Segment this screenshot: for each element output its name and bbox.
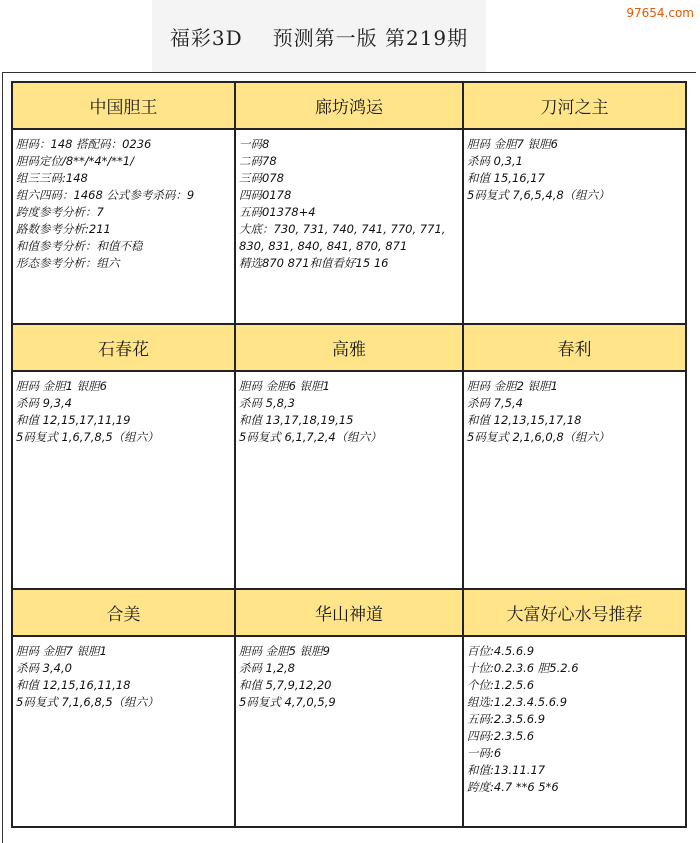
prediction-line: 形态参考分析：组六 [16,256,120,270]
expert-cell [464,590,685,826]
expert-name: 合美 [13,590,234,637]
prediction-line: 5码复式 1,6,7,8,5（组六） [16,430,159,444]
prediction-line: 胆码 金胆2 银胆1 [467,379,558,393]
prediction-line: 和值:13.11.17 [467,763,546,777]
prediction-line: 胆码：148 搭配码：0236 [16,137,152,151]
expert-cell [464,325,685,590]
prediction-line: 百位:4.5.6.9 [467,644,535,658]
prediction-line: 一码8 [239,137,270,151]
prediction-line: 二码78 [239,154,277,168]
prediction-line: 和值 12,15,16,11,18 [16,678,131,692]
prediction-line: 杀码 1,2,8 [239,661,295,675]
expert-predictions [464,372,685,450]
expert-predictions [13,130,234,276]
expert-name: 华山神道 [236,590,462,637]
prediction-line: 杀码 0,3,1 [467,154,523,168]
prediction-line: 胆码 金胆6 银胆1 [239,379,330,393]
prediction-line: 四码0178 [239,188,292,202]
prediction-line: 个位:1.2.5.6 [467,678,535,692]
expert-name: 高雅 [236,325,462,372]
title-lottery-name: 福彩3D [169,25,243,50]
expert-name: 刀河之主 [464,83,685,130]
expert-cell [13,83,236,325]
prediction-line: 路数参考分析:211 [16,222,111,236]
prediction-line: 胆码 金胆1 银胆6 [16,379,107,393]
page-title [152,0,486,72]
expert-cell [13,590,236,826]
expert-name: 大富好心水号推荐 [464,590,685,637]
prediction-line: 胆码 金胆5 银胆9 [239,644,330,658]
prediction-line: 跨度:4.7 **6 5*6 [467,780,559,794]
prediction-line: 大底：730, 731, 740, 741, 770, 771, [239,222,446,236]
prediction-line: 十位:0.2.3.6 胆5.2.6 [467,661,579,675]
expert-cell [236,83,464,325]
expert-cell [13,325,236,590]
prediction-line: 5码复式 6,1,7,2,4（组六） [239,430,382,444]
prediction-line: 三码078 [239,171,284,185]
expert-predictions [464,130,685,208]
prediction-line: 五码01378+4 [239,205,316,219]
prediction-line: 杀码 9,3,4 [16,396,72,410]
expert-cell [236,325,464,590]
expert-predictions [13,372,234,450]
prediction-line: 杀码 3,4,0 [16,661,72,675]
prediction-grid [11,81,687,828]
prediction-line: 一码:6 [467,746,502,760]
prediction-line: 830, 831, 840, 841, 870, 871 [239,239,408,253]
expert-name: 石春花 [13,325,234,372]
prediction-line: 四码:2.3.5.6 [467,729,535,743]
expert-predictions [236,130,462,276]
expert-predictions [13,637,234,715]
prediction-line: 和值 12,13,15,17,18 [467,413,582,427]
prediction-line: 胆码 金胆7 银胆1 [16,644,107,658]
expert-name: 春利 [464,325,685,372]
expert-predictions [464,637,685,800]
site-watermark: 97654.com [626,6,694,20]
expert-name: 中国胆王 [13,83,234,130]
title-issue: 预测第一版 第219期 [272,25,469,50]
prediction-line: 杀码 7,5,4 [467,396,523,410]
prediction-line: 5码复式 4,7,0,5,9 [239,695,336,709]
expert-name: 廊坊鸿运 [236,83,462,130]
expert-predictions [236,637,462,715]
prediction-line: 和值 12,15,17,11,19 [16,413,131,427]
prediction-line: 精选870 871和值看好15 16 [239,256,389,270]
prediction-line: 胆码定位/8**/*4*/**1/ [16,154,134,168]
prediction-line: 胆码 金胆7 银胆6 [467,137,558,151]
prediction-line: 5码复式 2,1,6,0,8（组六） [467,430,610,444]
prediction-line: 跨度参考分析：7 [16,205,104,219]
prediction-line: 五码:2.3.5.6.9 [467,712,546,726]
expert-cell [236,590,464,826]
prediction-line: 组三三码:148 [16,171,88,185]
prediction-line: 5码复式 7,1,6,8,5（组六） [16,695,159,709]
expert-cell [464,83,685,325]
prediction-line: 和值 15,16,17 [467,171,545,185]
prediction-line: 组六四码：1468 公式参考杀码：9 [16,188,195,202]
prediction-line: 组选:1.2.3.4.5.6.9 [467,695,568,709]
expert-predictions [236,372,462,450]
prediction-line: 和值参考分析：和值不稳 [16,239,143,253]
prediction-line: 杀码 5,8,3 [239,396,295,410]
prediction-line: 和值 5,7,9,12,20 [239,678,332,692]
prediction-line: 和值 13,17,18,19,15 [239,413,354,427]
prediction-line: 5码复式 7,6,5,4,8（组六） [467,188,610,202]
